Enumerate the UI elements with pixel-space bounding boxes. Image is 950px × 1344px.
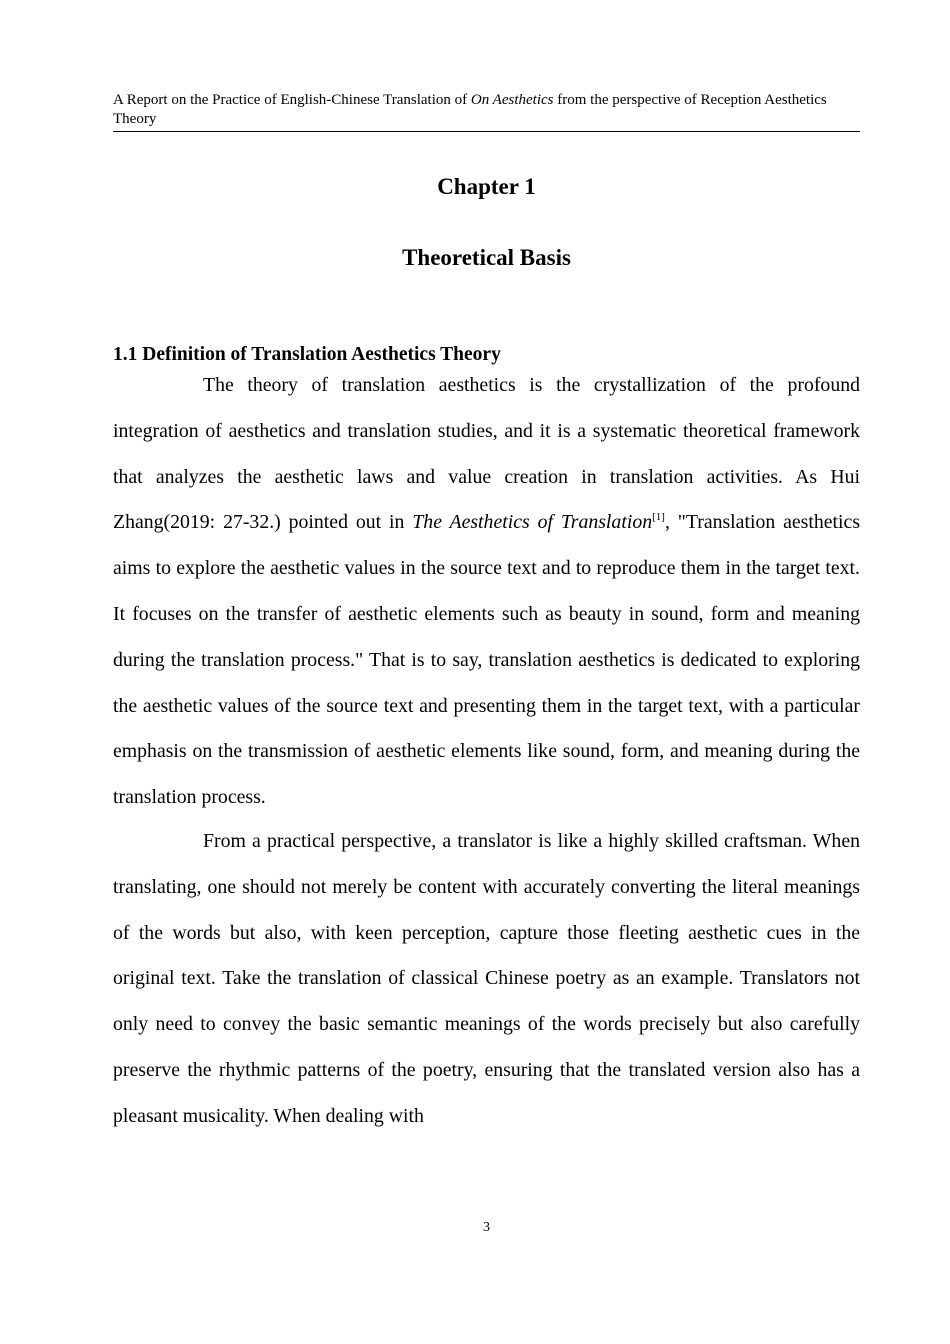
cited-book-title: The Aesthetics of Translation — [412, 511, 653, 534]
paragraph-1 — [113, 363, 860, 821]
page-number: 3 — [483, 1220, 490, 1235]
section-heading: 1.1 Definition of Translation Aesthetics Theory — [113, 344, 501, 365]
chapter-number: Chapter 1 — [437, 174, 536, 199]
paragraph-1-text-end: , "Translation aesthetics aims to explore the aesthetic values in the source text and to reproduce them in the target text. It focuses on the transfer of aesthetic elements such as beauty in sound, form and meaning during the translation process." That is to say, translation aesthetics is dedicated to exploring the aesthetic values of the source text and presenting them in the target text, with a particular emphasis on the transmission of aesthetic elements like sound, form, and meaning during the translation process. — [113, 511, 861, 809]
running-header-text-start: A Report on the Practice of English-Chinese Translation of — [113, 92, 471, 108]
chapter-title: Theoretical Basis — [402, 245, 571, 270]
paragraph-2: From a practical perspective, a translator is like a highly skilled craftsman. When translating, one should not merely be content with accurately converting the literal meanings of the words but also, with keen perception, capture those fleeting aesthetic cues in the original text. Take the translation of classical Chinese poetry as an example. Translators not only need to convey the basic semantic meanings of the words precisely but also carefully preserve the rhythmic patterns of the poetry, ensuring that the translated version also has a pleasant musicality. When dealing with — [113, 829, 860, 1127]
paragraph-1-text-start: The theory of translation aesthetics is the crystallization of the profound integration of aesthetics and translation studies, and it is a systematic theoretical framework that analyzes the aesthetic laws and value creation in translation activities. As Hui Zhang(2019: 27-32.) pointed out in — [113, 374, 860, 534]
running-header-book-title: On Aesthetics — [470, 92, 554, 108]
body-text — [113, 363, 860, 1140]
running-header-text-end: from the perspective of Reception Aesthetics Theory — [113, 92, 827, 127]
citation-marker: [1] — [652, 511, 665, 524]
running-header — [113, 91, 860, 132]
